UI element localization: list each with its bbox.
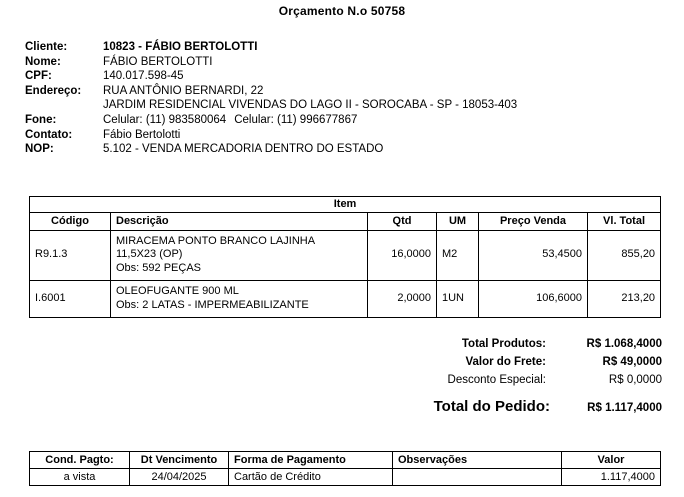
customer-label-nop: NOP: — [25, 143, 54, 156]
total-products-value: R$ 1.068,4000 — [586, 338, 662, 350]
customer-label-cpf: CPF: — [25, 70, 52, 83]
items-table-header — [30, 213, 661, 231]
customer-label-nome: Nome: — [25, 55, 61, 68]
item-code: R9.1.3 — [30, 231, 111, 281]
payment-table-header — [30, 452, 661, 469]
payment-col-valor: Valor — [562, 452, 661, 469]
customer-value-endereco: RUA ANTÔNIO BERNARDI, 22 — [103, 84, 264, 97]
item-description-line1: MIRACEMA PONTO BRANCO LAJINHA — [116, 235, 316, 247]
payment-value: 1.117,4000 — [562, 469, 661, 486]
customer-label-endereco: Endereço: — [25, 84, 82, 97]
discount-label: Desconto Especial: — [447, 374, 546, 386]
discount-value: R$ 0,0000 — [608, 374, 662, 386]
customer-label-cliente: Cliente: — [25, 41, 68, 53]
grand-total-label: Total do Pedido: — [433, 398, 550, 415]
discount-row — [360, 374, 662, 392]
customer-value-contato: Fábio Bertolotti — [103, 128, 181, 141]
table-row — [30, 281, 661, 318]
items-table — [29, 196, 661, 318]
customer-value-fone — [103, 113, 665, 128]
customer-label-contato: Contato: — [25, 128, 73, 141]
item-total: 855,20 — [588, 231, 661, 281]
item-description-line2: 11,5X23 (OP) — [116, 248, 183, 261]
freight-value: R$ 49,0000 — [602, 356, 662, 368]
freight-row — [360, 356, 662, 374]
customer-phone-1: Celular: (11) 983580064 — [103, 113, 227, 126]
customer-address-line2: JARDIM RESIDENCIAL VIVENDAS DO LAGO II - SOROCABA - SP - 18053-403 — [103, 99, 518, 112]
customer-field-cliente — [25, 40, 665, 55]
customer-field-fone — [25, 113, 665, 128]
grand-total-row — [360, 398, 662, 422]
table-row — [30, 469, 661, 486]
items-table-caption-head — [30, 197, 661, 213]
payment-notes — [393, 469, 562, 486]
totals-block — [360, 338, 662, 422]
item-description-line1: OLEOFUGANTE 900 ML — [116, 285, 239, 298]
items-col-um: UM — [437, 213, 479, 231]
total-products-label: Total Produtos: — [461, 338, 546, 350]
payment-due-date: 24/04/2025 — [130, 469, 229, 486]
item-qty: 16,0000 — [368, 231, 437, 281]
payment-header-row — [30, 452, 661, 469]
page-title: Orçamento N.o 50758 — [278, 4, 406, 18]
grand-total-value: R$ 1.117,4000 — [587, 402, 662, 414]
customer-field-nop — [25, 142, 665, 157]
item-um: 1UN — [437, 281, 479, 318]
item-description-line3: Obs: 592 PEÇAS — [116, 261, 201, 274]
item-description — [111, 231, 368, 281]
item-unit-price: 53,4500 — [479, 231, 588, 281]
item-um: M2 — [437, 231, 479, 281]
customer-field-contato — [25, 128, 665, 143]
payment-table — [29, 451, 661, 486]
item-description-line2: Obs: 2 LATAS - IMPERMEABILIZANTE — [116, 298, 309, 311]
customer-value-nome: FÁBIO BERTOLOTTI — [103, 55, 213, 68]
item-qty: 2,0000 — [368, 281, 437, 318]
item-total: 213,20 — [588, 281, 661, 318]
payment-table-body — [30, 469, 661, 486]
customer-field-cpf — [25, 69, 665, 84]
table-row — [30, 231, 661, 281]
total-products-row — [360, 338, 662, 356]
customer-field-endereco — [25, 84, 665, 99]
customer-label-fone: Fone: — [25, 113, 57, 126]
customer-value-cpf: 140.017.598-45 — [103, 70, 184, 83]
customer-info-block — [25, 40, 665, 157]
payment-col-forma: Forma de Pagamento — [229, 452, 393, 469]
items-col-codigo: Código — [30, 213, 111, 231]
items-col-preco-venda: Preço Venda — [479, 213, 588, 231]
items-caption-row — [30, 197, 661, 213]
customer-value-cliente: 10823 - FÁBIO BERTOLOTTI — [103, 41, 258, 53]
item-description — [111, 281, 368, 318]
items-caption: Item — [30, 197, 661, 213]
payment-condition: a vista — [30, 469, 130, 486]
freight-label: Valor do Frete: — [465, 356, 546, 368]
payment-col-vencimento: Dt Vencimento — [130, 452, 229, 469]
customer-value-nop: 5.102 - VENDA MERCADORIA DENTRO DO ESTADO — [103, 143, 384, 156]
payment-method: Cartão de Crédito — [229, 469, 393, 486]
payment-col-observacoes: Observações — [393, 452, 562, 469]
items-col-vl-total: Vl. Total — [588, 213, 661, 231]
customer-phone-2: Celular: (11) 996677867 — [234, 113, 358, 126]
item-code: I.6001 — [30, 281, 111, 318]
customer-field-nome — [25, 55, 665, 70]
items-col-descricao: Descrição — [111, 213, 368, 231]
payment-col-condicao: Cond. Pagto: — [30, 452, 130, 469]
items-header-row — [30, 213, 661, 231]
item-unit-price: 106,6000 — [479, 281, 588, 318]
items-table-body — [30, 231, 661, 318]
items-col-qtd: Qtd — [368, 213, 437, 231]
